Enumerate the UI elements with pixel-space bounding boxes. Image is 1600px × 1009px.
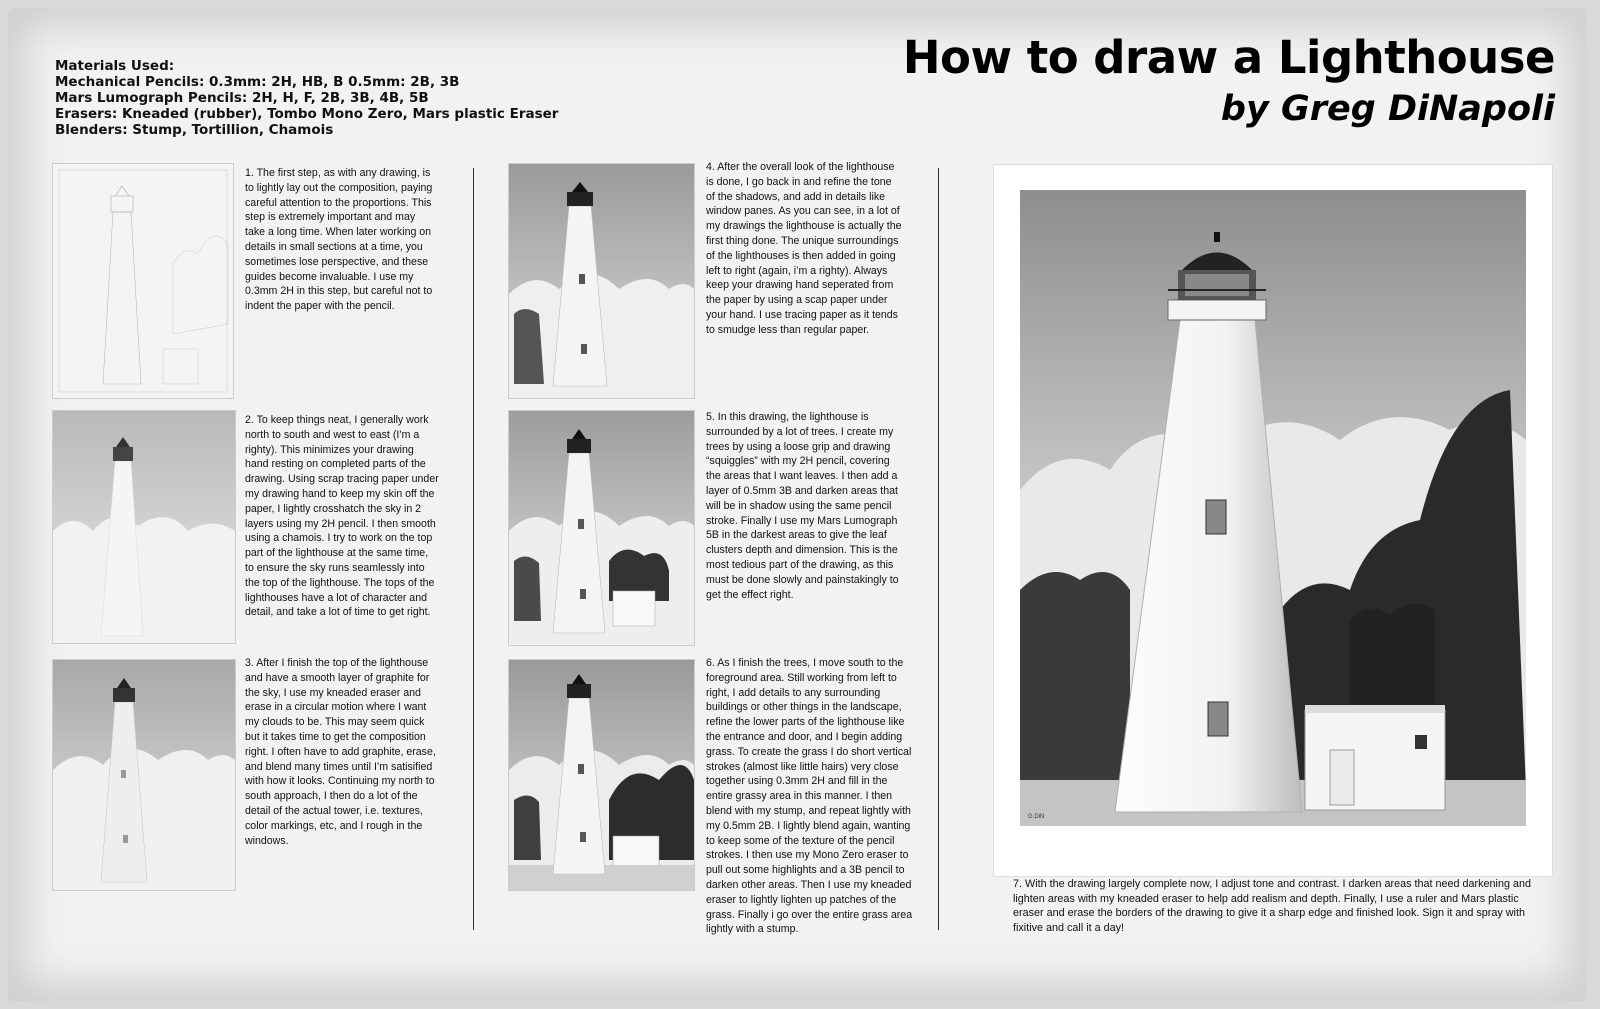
column-divider xyxy=(938,168,939,930)
step-6-image xyxy=(508,659,695,891)
svg-text:G.DiN: G.DiN xyxy=(1028,814,1045,820)
final-drawing-image xyxy=(1020,190,1526,826)
materials-line: Mars Lumograph Pencils: 2H, H, F, 2B, 3B, 4B, 5B xyxy=(55,90,429,106)
step-2-image xyxy=(52,410,236,644)
materials-line: Mechanical Pencils: 0.3mm: 2H, HB, B 0.5mm: 2B, 3B xyxy=(55,74,460,90)
step-4-image xyxy=(508,163,695,399)
column-divider xyxy=(473,168,474,930)
title-byline: by Greg DiNapoli xyxy=(1220,89,1555,129)
materials-line: Erasers: Kneaded (rubber), Tombo Mono Zero, Mars plastic Eraser xyxy=(55,106,559,122)
step-1-image xyxy=(52,163,234,399)
step-5-text: 5. In this drawing, the lighthouse is surrounded by a lot of trees. I create my trees by using a loose grip and drawing “squiggles” with my 2H pencil, covering the areas that I want leaves. I then add a layer of 0.5mm 3B and darken areas that will be in shadow using the same pencil stroke. Finally I use my Mars Lumograph 5B in the darkest areas to give the leaf clusters depth and dimension. This is the most tedious part of the drawing, as this must be done slowly and painstakingly to get the effect right. xyxy=(706,411,899,601)
step-1-text: 1. The first step, as with any drawing, is to lightly lay out the composition, paying careful attention to the proportions. This step is extremely important and may take a long time. When later working on details in small sections at a time, you sometimes lose perspective, and these guides become invaluable. I use my 0.3mm 2H in this step, but careful not to indent the paper with the pencil. xyxy=(245,167,433,313)
step-5-image xyxy=(508,410,695,646)
title-main: How to draw a Lighthouse xyxy=(902,31,1555,84)
step-7-text: 7. With the drawing largely complete now, I adjust tone and contrast. I darken areas that need darkening and lighten areas with my kneaded eraser to help add realism and depth. Finally, I use a ruler and Mars plastic eraser and erase the borders of the drawing to give it a sharp edge and finished look. Sign it and spray with fixitive and call it a day! xyxy=(1013,878,1531,934)
step-3-text: 3. After I finish the top of the lighthouse and have a smooth layer of graphite for the sky, I use my kneaded eraser and erase in a circular motion where I want my clouds to be. This may seem quick but it takes time to get the composition right. I often have to add graphite, erase, and blend many times until I’m satisified with how it looks. Continuing my north to south approach, I then do a lot of the detail of the actual tower, i.e. textures, color markings, etc, and I rough in the windows. xyxy=(245,657,436,847)
materials-heading: Materials Used: xyxy=(55,58,175,74)
step-2-text: 2. To keep things neat, I generally work north to south and west to east (I’m a righty). This minimizes your drawing hand resting on completed parts of the drawing. Using scrap tracing paper under my drawing hand to keep my skin off the paper, I lightly crosshatch the sky in 2 layers using my 2H pencil. I then smooth using a chamois. I try to work on the top part of the lighthouse at the same time, to ensure the sky runs seamlessly into the top of the lighthouse. The tops of the lighthouses have a lot of character and detail, and take a lot of time to get right. xyxy=(245,414,439,619)
page-title xyxy=(903,30,1555,132)
step-6-text: 6. As I finish the trees, I move south to the foreground area. Still working from left to right, I add details to any surrounding buildings or other things in the landscape, refine the lower parts of the lighthouse like the entrance and door, and I begin adding grass. To create the grass I do short vertical strokes (almost like little hairs) very close together using 0.3mm 2H and fill in the entire grassy area in this manner. I then blend with my stump, and repeat lightly with my 0.5mm 2B. I lightly blend again, wanting to keep some of the texture of the pencil strokes. I then use my Mono Zero eraser to pull out some highlights and a 3B pencil to darken other areas. Then I use my kneaded eraser to lightly lighten up patches of the grass. Finally i go over the entire grass area lightly with a stump. xyxy=(706,657,913,936)
step-3-image xyxy=(52,659,236,891)
materials-list xyxy=(55,58,615,138)
materials-line: Blenders: Stump, Tortillion, Chamois xyxy=(55,122,334,138)
step-4-text: 4. After the overall look of the lighthouse is done, I go back in and refine the tone of the shadows, and add in details like window panes. As you can see, in a lot of my drawings the lighthouse is actually the first thing done. The unique surroundings of the lighthouses is then added in going left to right (again, i’m a righty). Always keep your drawing hand seperated from the paper by using a scap paper under your hand. I use tracing paper as it tends to smudge less than regular paper. xyxy=(706,161,902,336)
